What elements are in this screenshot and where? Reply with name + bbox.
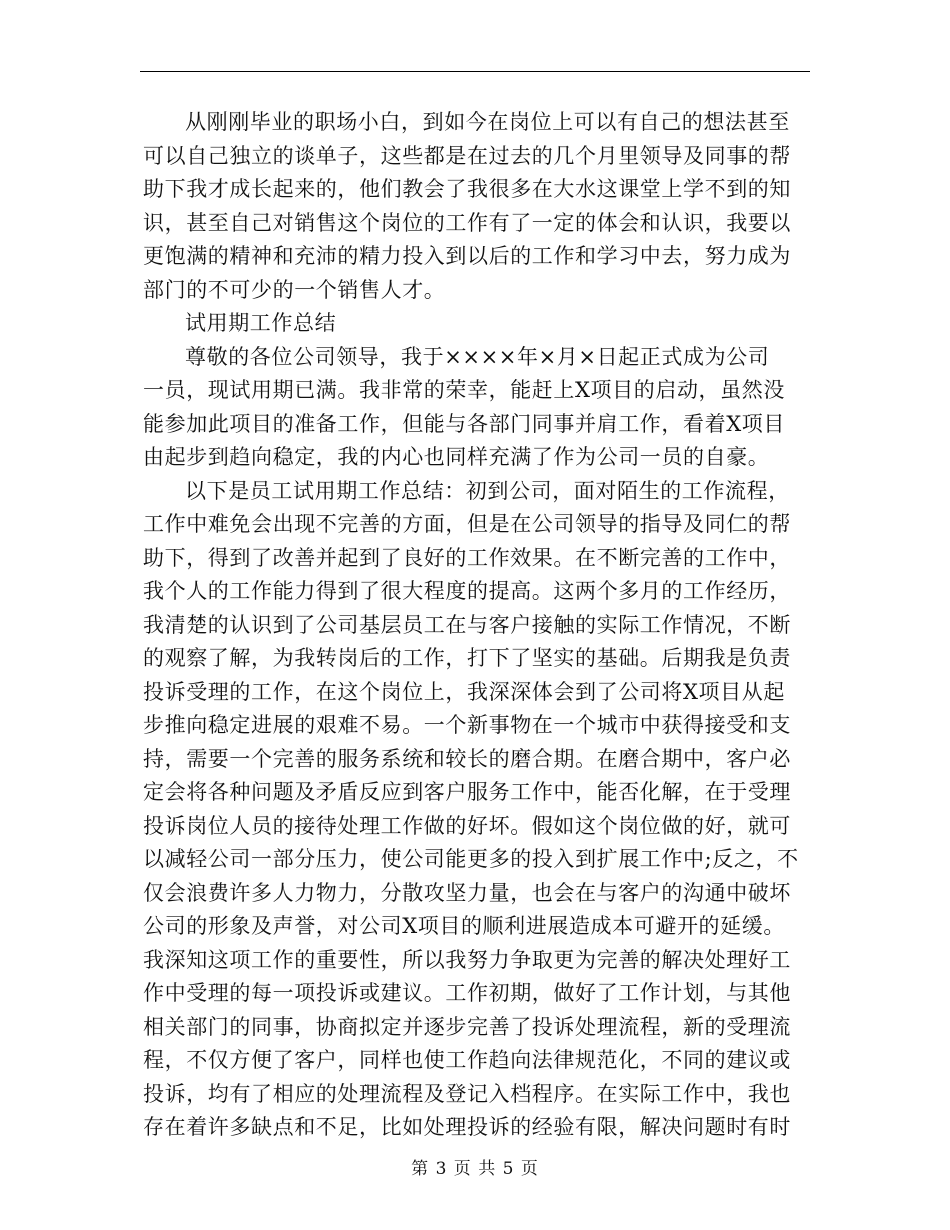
text-line: 更饱满的精神和充沛的精力投入到以后的工作和学习中去，努力成为 (143, 244, 791, 268)
text-line: 由起步到趋向稳定，我的内心也同样充满了作为公司一员的自豪。 (143, 445, 770, 469)
text-line: 以减轻公司一部分压力，使公司能更多的投入到扩展工作中;反之，不 (143, 847, 799, 871)
text-line: 我深知这项工作的重要性，所以我努力争取更为完善的解决处理好工 (143, 947, 791, 972)
text-line: 投诉岗位人员的接待处理工作做的好坏。假如这个岗位做的好，就可 (143, 813, 791, 838)
text-line: 作中受理的每一项投诉或建议。工作初期，做好了工作计划，与其他 (143, 981, 791, 1005)
page-number-footer: 第 3 页 共 5 页 (411, 1159, 539, 1179)
text-line: 相关部门的同事，协商拟定并逐步完善了投诉处理流程，新的受理流 (143, 1014, 791, 1039)
text-line: 工作中难免会出现不完善的方面，但是在公司领导的指导及同仁的帮 (143, 512, 791, 536)
text-line: 投诉受理的工作，在这个岗位上，我深深体会到了公司将X项目从起 (143, 679, 785, 704)
text-line: 的观察了解，为我转岗后的工作，打下了坚实的基础。后期我是负责 (143, 646, 791, 670)
header-rule (140, 71, 810, 72)
text-line: 助下，得到了改善并起到了良好的工作效果。在不断完善的工作中， (143, 545, 791, 570)
text-line: 投诉，均有了相应的处理流程及登记入档程序。在实际工作中，我也 (143, 1081, 791, 1106)
text-line: 能参加此项目的准备工作，但能与各部门同事并肩工作，看着X项目 (143, 411, 785, 436)
text-line: 以下是员工试用期工作总结：初到公司，面对陌生的工作流程， (185, 478, 790, 503)
document-body (143, 106, 809, 1145)
text-line: 从刚刚毕业的职场小白，到如今在岗位上可以有自己的想法甚至 (185, 110, 790, 134)
text-line: 持，需要一个完善的服务系统和较长的磨合期。在磨合期中，客户必 (143, 746, 791, 771)
section-heading: 试用期工作总结 (185, 311, 337, 335)
text-line: 步推向稳定进展的艰难不易。一个新事物在一个城市中获得接受和支 (143, 713, 791, 737)
text-line: 我个人的工作能力得到了很大程度的提高。这两个多月的工作经历， (143, 579, 791, 603)
text-line: 尊敬的各位公司领导，我于××××年×月×日起正式成为公司 (185, 344, 770, 369)
text-line: 可以自己独立的谈单子，这些都是在过去的几个月里领导及同事的帮 (143, 143, 791, 168)
text-line: 识，甚至自己对销售这个岗位的工作有了一定的体会和认识，我要以 (143, 210, 791, 235)
text-line: 仅会浪费许多人力物力，分散攻坚力量，也会在与客户的沟通中破坏 (143, 880, 791, 905)
text-line: 程，不仅方便了客户，同样也使工作趋向法律规范化，不同的建议或 (143, 1048, 791, 1072)
text-line: 我清楚的认识到了公司基层员工在与客户接触的实际工作情况，不断 (143, 612, 791, 637)
text-line: 公司的形象及声誉，对公司X项目的顺利进展造成本可避开的延缓。 (143, 914, 785, 938)
text-line: 定会将各种问题及矛盾反应到客户服务工作中，能否化解，在于受理 (143, 780, 791, 804)
text-line: 助下我才成长起来的，他们教会了我很多在大水这课堂上学不到的知 (143, 177, 791, 201)
text-line: 存在着许多缺点和不足，比如处理投诉的经验有限，解决问题时有时 (143, 1115, 791, 1139)
text-line: 一员，现试用期已满。我非常的荣幸，能赶上X项目的启动，虽然没 (143, 378, 785, 402)
text-line: 部门的不可少的一个销售人才。 (143, 277, 446, 302)
